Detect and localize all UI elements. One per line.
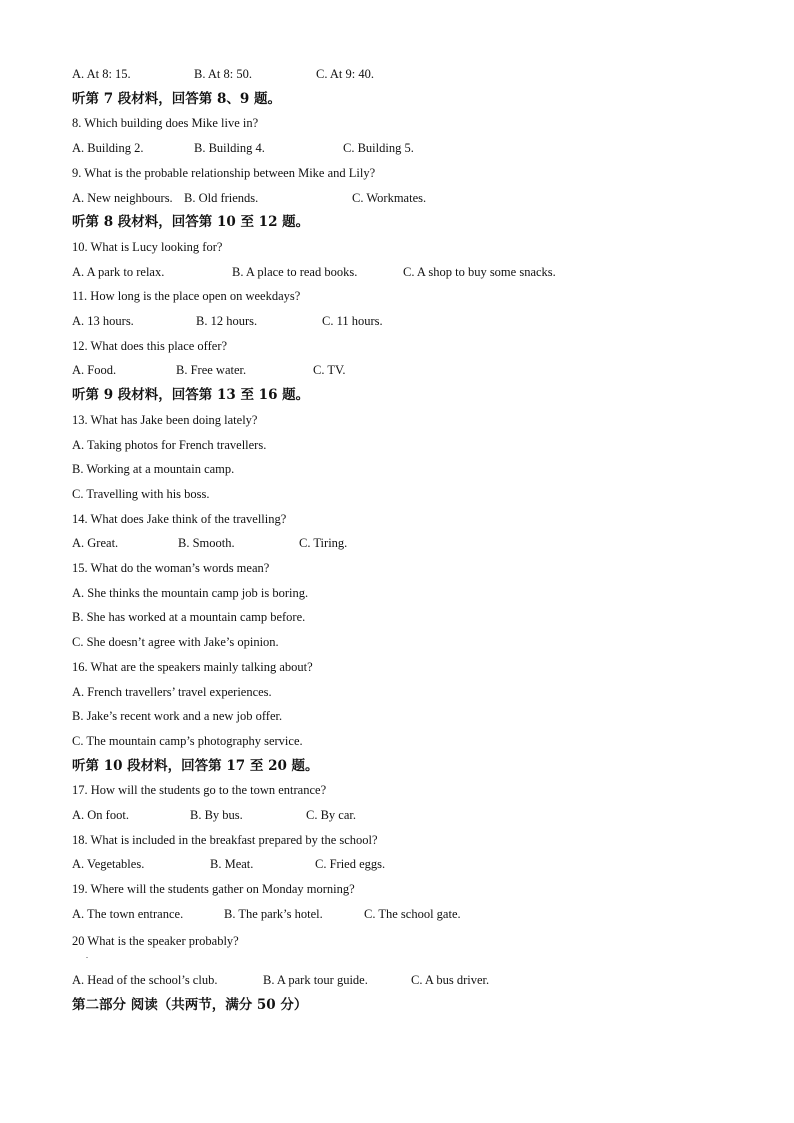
option-c: C. A shop to buy some snacks. [403, 265, 556, 279]
option-a: A. Building 2. [72, 141, 144, 155]
question-text: 18. What is included in the breakfast prepared by the school? [72, 833, 378, 847]
option-c: C. TV. [313, 363, 346, 377]
question-text: 13. What has Jake been doing lately? [72, 413, 258, 427]
section-heading: 第二部分 阅读（共两节，满分 50 分） [72, 997, 308, 1013]
option-c: C. At 9: 40. [316, 67, 374, 81]
option-a: A. New neighbours. [72, 191, 173, 205]
option-c: C. Tiring. [299, 536, 348, 550]
option-a: A. On foot. [72, 808, 129, 822]
option-line: B. She has worked at a mountain camp before. [72, 610, 306, 624]
section-heading: 听第 8 段材料，回答第 10 至 12 题。 [72, 214, 310, 230]
option-b: B. Smooth. [178, 536, 235, 550]
option-a: A. At 8: 15. [72, 67, 131, 81]
question-text: 12. What does this place offer? [72, 339, 228, 353]
option-c: C. A bus driver. [411, 973, 490, 987]
question-text: 8. Which building does Mike live in? [72, 116, 259, 130]
option-line: C. The mountain camp’s photography service. [72, 734, 303, 748]
option-c: C. 11 hours. [322, 314, 383, 328]
option-b: B. At 8: 50. [194, 67, 252, 81]
section-heading: 听第 9 段材料，回答第 13 至 16 题。 [72, 387, 310, 403]
section-heading: 听第 7 段材料，回答第 8、9 题。 [72, 91, 281, 107]
question-text: 11. How long is the place open on weekdays? [72, 289, 301, 303]
option-b: B. A park tour guide. [263, 973, 368, 987]
option-line: A. She thinks the mountain camp job is boring. [72, 586, 309, 600]
question-text: 17. How will the students go to the town entrance? [72, 783, 327, 797]
option-c: C. Building 5. [343, 141, 414, 155]
option-b: B. Building 4. [194, 141, 265, 155]
option-b: B. A place to read books. [232, 265, 358, 279]
question-text: 10. What is Lucy looking for? [72, 240, 223, 254]
option-a: A. A park to relax. [72, 265, 165, 279]
option-line: C. She doesn’t agree with Jake’s opinion. [72, 635, 279, 649]
stray-mark: . [86, 951, 88, 960]
question-text: 19. Where will the students gather on Monday morning? [72, 882, 355, 896]
question-text: 9. What is the probable relationship between Mike and Lily? [72, 166, 376, 180]
option-c: C. The school gate. [364, 907, 461, 921]
section-heading: 听第 10 段材料，回答第 17 至 20 题。 [72, 758, 319, 774]
question-text: 14. What does Jake think of the travelling? [72, 512, 287, 526]
option-b: B. The park’s hotel. [224, 907, 323, 921]
option-a: A. 13 hours. [72, 314, 134, 328]
option-line: B. Working at a mountain camp. [72, 462, 235, 476]
option-line: A. French travellers’ travel experiences. [72, 685, 272, 699]
option-a: A. Great. [72, 536, 119, 550]
option-b: B. Old friends. [184, 191, 259, 205]
option-b: B. By bus. [190, 808, 243, 822]
option-a: A. Vegetables. [72, 857, 145, 871]
question-text: 20 What is the speaker probably? [72, 934, 239, 948]
question-text: 15. What do the woman’s words mean? [72, 561, 270, 575]
option-a: A. Food. [72, 363, 117, 377]
option-c: C. By car. [306, 808, 356, 822]
option-b: B. 12 hours. [196, 314, 258, 328]
question-text: 16. What are the speakers mainly talking about? [72, 660, 313, 674]
option-line: A. Taking photos for French travellers. [72, 438, 267, 452]
option-b: B. Free water. [176, 363, 247, 377]
option-line: B. Jake’s recent work and a new job offer. [72, 709, 283, 723]
option-c: C. Fried eggs. [315, 857, 386, 871]
option-a: A. Head of the school’s club. [72, 973, 218, 987]
option-line: C. Travelling with his boss. [72, 487, 210, 501]
option-b: B. Meat. [210, 857, 254, 871]
option-a: A. The town entrance. [72, 907, 184, 921]
option-c: C. Workmates. [352, 191, 427, 205]
